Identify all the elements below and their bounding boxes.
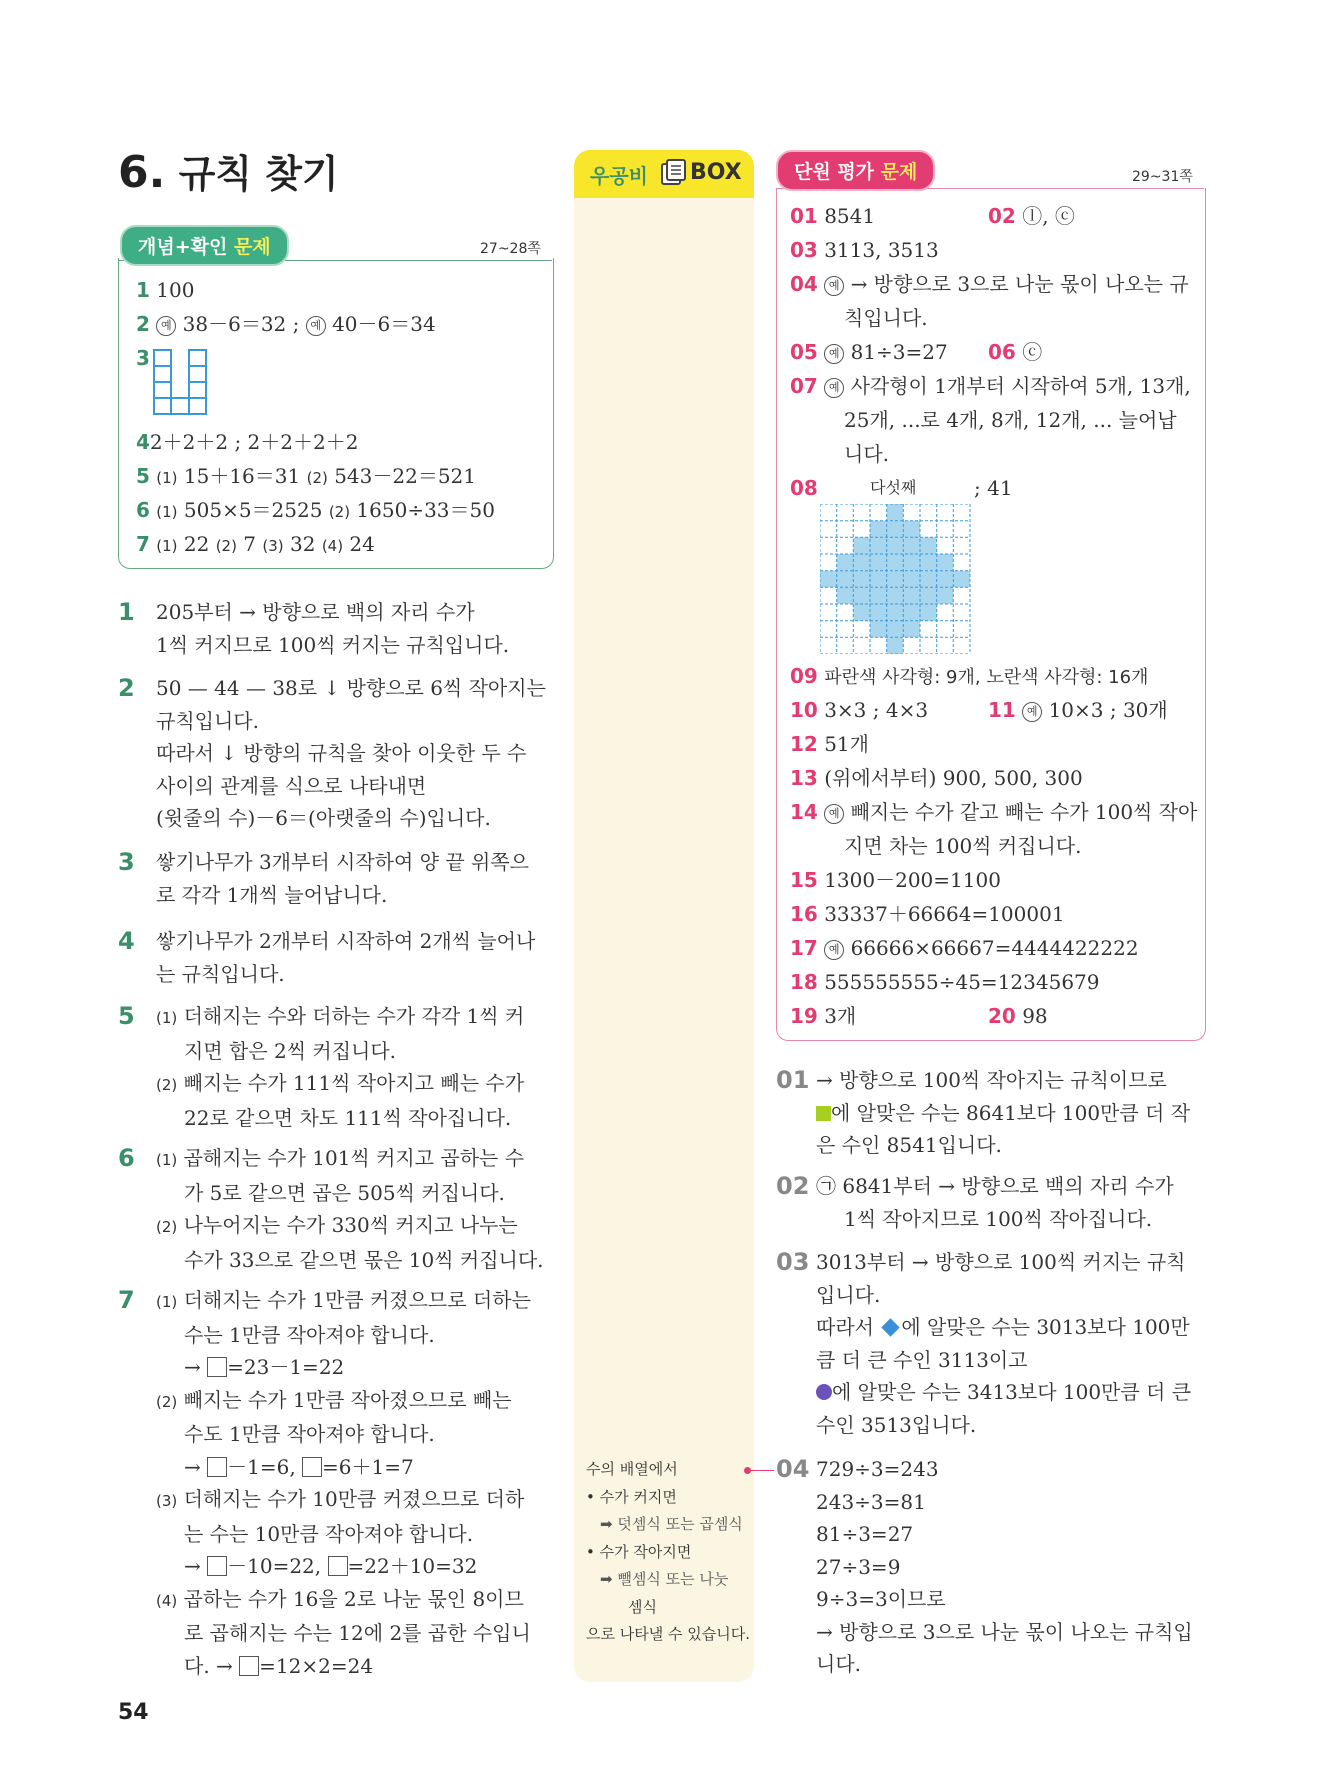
unit-answer-07-cont: 25개, ...로 4개, 8개, 12개, ... 늘어납 [844, 408, 1177, 432]
unit-explanation-01: 01 → 방향으로 100씩 작아지는 규칙이므로 에 알맞은 수는 8641보다 100만큼 더 작 은 수인 8541입니다. [776, 1066, 1191, 1157]
explanation-5: 5 (1) 더해지는 수와 더하는 수가 각각 1씩 커 지면 합은 2씩 커집니다. (2) 빼지는 수가 111씩 작아지고 빼는 수가 22로 같으면 차도 111씩 작아집니다. [118, 1002, 525, 1130]
unit-explanation-04: 04 729÷3=243 243÷3=81 81÷3=27 27÷3=9 9÷3=3이므로 → 방향으로 3으로 나눈 몫이 나오는 규칙입 니다. [776, 1455, 1193, 1676]
example-mark-icon: 예 [1022, 702, 1042, 722]
chapter-title: 6. 규칙 찾기 [118, 147, 339, 198]
unit-answer-13: 13 (위에서부터) 900, 500, 300 [790, 766, 1083, 790]
concept-answer-6: 6 (1) 505×5＝2525 (2) 1650÷33＝50 [136, 498, 495, 522]
unit-answer-08-value: ; 41 [974, 476, 1013, 500]
unit-answer-20: 20 98 [988, 1004, 1048, 1028]
unit-answer-14: 14 예 빼지는 수가 같고 빼는 수가 100씩 작아 [790, 800, 1198, 824]
unit-explanation-03: 03 3013부터 → 방향으로 100씩 커지는 규칙 입니다. 따라서 에 알맞은 수는 3013보다 100만 큼 더 큰 수인 3113이고 에 알맞은 수는 3413보다 100만큼 더 큰 수인 3513입니다. [776, 1248, 1192, 1437]
blank-box-icon [328, 1556, 348, 1576]
blank-box-icon [207, 1556, 227, 1576]
tip-box-label: 우공비 [590, 164, 648, 188]
unit-answer-11: 11 예 10×3 ; 30개 [988, 698, 1168, 722]
document-stack-icon [660, 158, 688, 186]
blue-diamond-icon [882, 1318, 900, 1336]
explanation-6: 6 (1) 곱해지는 수가 101씩 커지고 곱하는 수 가 5로 같으면 곱은 505씩 커집니다. (2) 나누어지는 수가 330씩 커지고 나누는 수가 33으로 같으면 몫은 10씩 커집니다. [118, 1144, 544, 1272]
green-square-icon [816, 1106, 831, 1121]
unit-answer-04: 04 예 → 방향으로 3으로 나눈 몫이 나오는 규 [790, 272, 1189, 296]
unit-explanation-02: 02 ㉠ 6841부터 → 방향으로 백의 자리 수가 1씩 작아지므로 100씩 작아집니다. [776, 1172, 1174, 1231]
blank-box-icon [239, 1656, 259, 1676]
unit-answer-06: 06 ⓒ [988, 340, 1043, 364]
explanation-1: 1 205부터 → 방향으로 백의 자리 수가 1씩 커지므로 100씩 커지는 규칙입니다. [118, 598, 510, 657]
unit-test-section-label: 단원 평가 문제 [776, 150, 935, 191]
unit-answer-07: 07 예 사각형이 1개부터 시작하여 5개, 13개, [790, 374, 1191, 398]
example-mark-icon: 예 [824, 940, 844, 960]
concept-page-ref: 27~28쪽 [480, 241, 541, 257]
explanation-2: 2 50 — 44 — 38로 ↓ 방향으로 6씩 작아지는 규칙입니다. 따라서 ↓ 방향의 규칙을 찾아 이웃한 두 수 사이의 관계를 식으로 나타내면 (윗줄의 수)－6＝(아랫줄의 수)입니다. [118, 674, 546, 830]
unit-answer-08: 08 [790, 476, 818, 500]
concept-answer-2: 2 예 38－6＝32 ; 예 40－6＝34 [136, 312, 436, 336]
example-mark-icon: 예 [824, 804, 844, 824]
concept-answer-1: 1 100 [136, 278, 195, 302]
blank-box-icon [207, 1357, 227, 1377]
unit-answer-03: 03 3113, 3513 [790, 238, 939, 262]
unit-answer-12: 12 51개 [790, 732, 869, 756]
tip-column [574, 150, 754, 1682]
example-mark-icon: 예 [824, 344, 844, 364]
concept-answer-4: 42＋2＋2 ; 2＋2＋2＋2 [136, 430, 359, 454]
concept-answer-7: 7 (1) 22 (2) 7 (3) 32 (4) 24 [136, 532, 375, 556]
unit-answer-17: 17 예 66666×66667=4444422222 [790, 936, 1139, 960]
unit-answer-07-cont2: 니다. [844, 442, 889, 466]
unit-answer-16: 16 33337＋66664=100001 [790, 902, 1065, 926]
unit-answer-04-cont: 칙입니다. [844, 306, 928, 330]
unit-answer-05: 05 예 81÷3=27 [790, 340, 948, 364]
example-mark-icon: 예 [824, 378, 844, 398]
stacked-blocks-figure [153, 349, 209, 415]
page-number: 54 [118, 1700, 149, 1725]
blank-box-icon [207, 1457, 227, 1477]
unit-answer-10: 10 3×3 ; 4×3 [790, 698, 929, 722]
concept-answer-3: 3 [136, 346, 150, 370]
unit-answer-15: 15 1300－200=1100 [790, 868, 1001, 892]
blank-box-icon [302, 1457, 322, 1477]
unit-answer-19: 19 3개 [790, 1004, 857, 1028]
fifth-pattern-grid [820, 504, 972, 654]
example-mark-icon: 예 [824, 276, 844, 296]
unit-answer-02: 02 ⓛ, ⓒ [988, 204, 1075, 228]
unit-answer-01: 01 8541 [790, 204, 876, 228]
unit-answer-14-cont: 지면 차는 100씩 커집니다. [844, 834, 1082, 858]
connector-line [750, 1470, 774, 1471]
unit-test-page-ref: 29~31쪽 [1132, 169, 1193, 185]
explanation-3: 3 쌓기나무가 3개부터 시작하여 양 끝 위쪽으 로 각각 1개씩 늘어납니다. [118, 848, 529, 907]
example-mark-icon: 예 [306, 316, 326, 336]
explanation-4: 4 쌓기나무가 2개부터 시작하여 2개씩 늘어나 는 규칙입니다. [118, 927, 536, 986]
purple-circle-icon [816, 1384, 832, 1400]
concept-section-label: 개념+확인 문제 [120, 225, 289, 266]
explanation-7: 7 (1) 더해지는 수가 1만큼 커졌으므로 더하는 수는 1만큼 작아져야 합니다. → =23－1=22 (2) 빼지는 수가 1만큼 작아졌으므로 빼는 수도 1만큼 작아져야 합니다. → －1=6, =6＋1=7 (3) 더해지는 수가 10만큼 커졌으므로 더하 는 수는 10만큼 작아져야 합니다. → －10=22, =22＋10=32 (4) 곱하는 수가 16을 2로 나눈 몫인 8이므 로 곱해지는 수는 12에 2를 곱한 수입니 다. → =12×2=24 [118, 1286, 531, 1678]
unit-answer-18: 18 555555555÷45=12345679 [790, 970, 1100, 994]
tip-box-box: BOX [690, 160, 742, 185]
concept-answer-5: 5 (1) 15＋16＝31 (2) 543－22＝521 [136, 464, 476, 488]
tip-note: 수의 배열에서 • 수가 커지면 ➡ 덧셈식 또는 곱셈식 • 수가 작아지면 ➡ 뺄셈식 또는 나눗 셈식 으로 나타낼 수 있습니다. [586, 1460, 750, 1643]
example-mark-icon: 예 [156, 316, 176, 336]
fifth-figure-label: 다섯째 [870, 478, 917, 497]
unit-answer-09: 09 파란색 사각형: 9개, 노란색 사각형: 16개 [790, 664, 1149, 688]
